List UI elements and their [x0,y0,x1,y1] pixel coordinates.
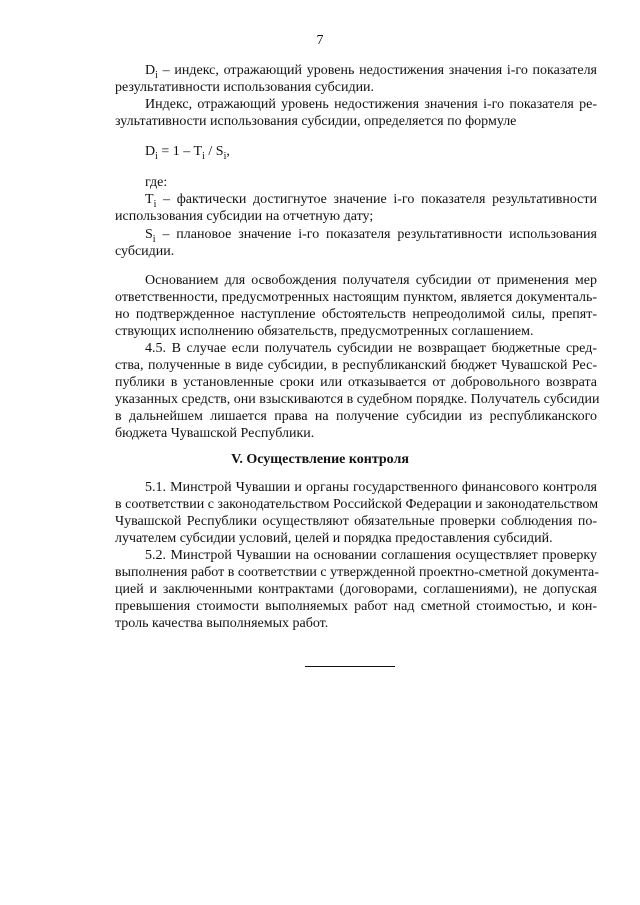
basis-line-1: Основанием для освобождения получателя субсидии от применения мер [145,273,597,288]
p52-line-5: троль качества выполняемых работ. [115,616,329,631]
p45-line-4: указанных средств, они взыскиваются в судебном порядке. Получатель субсидии [115,392,600,407]
s-symbol: S [145,227,153,242]
index-par-line-1: Индекс, отражающий уровень недостижения значения i-го показателя ре- [145,97,597,112]
formula [145,144,230,160]
closing-rule [305,666,395,667]
formula-d: D [145,144,156,159]
t-definition-line-1 [145,192,597,208]
p45-line-5: в дальнейшем лишается права на получение субсидии из республиканского [115,409,597,424]
p52-line-3: цией и заключенными контрактами (договорами, соглашениями), не допуская [115,582,597,597]
formula-s-sub: i [223,150,227,162]
p51-line-2: в соответствии с законодательством Российской Федерации и законодательством [115,497,599,512]
p52-line-1: 5.2. Минстрой Чувашии на основании соглашения осуществляет проверку [145,548,597,563]
p45-line-3: публики в установленные сроки или отказывается от добровольного возврата [115,375,597,390]
basis-line-4: ствующих исполнению обязательств, предусмотренных соглашением. [115,324,534,339]
s-subscript: i [152,233,156,245]
formula-t-sub: i [202,150,205,162]
t-subscript: i [153,198,157,210]
p52-line-2: выполнения работ в соответствии с утвержденной проектно-сметной документа- [115,565,599,580]
p52-line-4: превышения стоимости выполняемых работ над сметной стоимостью, и кон- [115,599,597,614]
d-definition-line-2: результативности использования субсидии. [115,80,375,95]
p51-line-1: 5.1. Минстрой Чувашии и органы государственного финансового контроля [145,480,597,495]
d-definition-line-1 [145,63,597,79]
section-heading: V. Осуществление контроля [231,452,409,467]
s-definition-line-2: субсидии. [115,244,175,259]
basis-line-3: но подтвержденное наступление обстоятельств непреодолимой силы, препят- [115,307,597,322]
s-definition-line-1 [145,227,597,243]
p51-line-3: Чувашской Республики осуществляют обязательные проверки соблюдения по- [115,514,597,529]
t-definition-line-2: использования субсидии на отчетную дату; [115,209,374,224]
d-subscript: i [155,69,158,81]
basis-line-2: ответственности, предусмотренных настоящим пунктом, является документаль- [115,290,597,305]
p45-line-1: 4.5. В случае если получатель субсидии не возвращает бюджетные сред- [145,341,597,356]
page-number: 7 [316,33,324,48]
formula-d-sub: i [155,150,158,162]
t-definition-text: – фактически достигнутое значение i-го показателя результативности [156,192,597,207]
formula-eq: = 1 – T [157,144,203,159]
p51-line-4: лучателем субсидии условий, целей и порядка предоставления субсидий. [115,531,553,546]
d-symbol: D [145,63,156,78]
t-symbol: T [145,192,154,207]
p45-line-6: бюджета Чувашской Республики. [115,426,315,441]
index-par-line-2: зультативности использования субсидии, определяется по формуле [115,114,517,129]
s-definition-text: – плановое значение i-го показателя результативности использования [155,227,597,242]
d-definition-text: – индекс, отражающий уровень недостижения значения i-го показателя [157,63,597,78]
formula-div: / S [204,144,224,159]
where-label: где: [145,175,168,190]
formula-end: , [226,144,230,159]
p45-line-2: ства, полученные в виде субсидии, в республиканский бюджет Чувашской Рес- [115,358,597,373]
